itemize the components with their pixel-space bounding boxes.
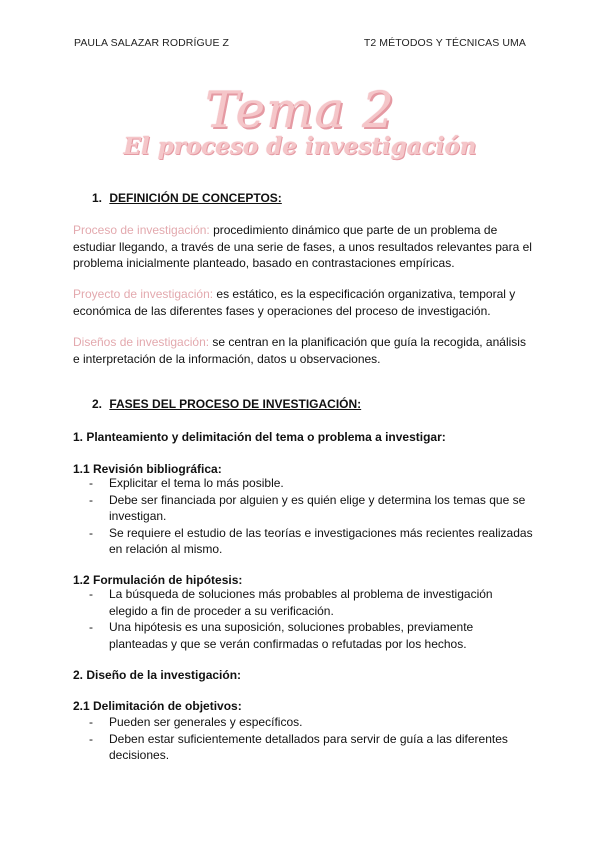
subheading-phase-1: 1. Planteamiento y delimitación del tema o problema a investigar:	[73, 430, 446, 444]
list-item-text: Deben estar suficientemente detallados para servir de guía a las diferentes decisiones.	[109, 731, 508, 762]
section-2-title: FASES DEL PROCESO DE INVESTIGACIÓN:	[109, 397, 362, 411]
definition-paragraph	[73, 334, 533, 367]
bullet-list-1-2	[73, 586, 533, 652]
list-item	[73, 586, 533, 619]
definition-term: Proyecto de investigación:	[73, 287, 214, 301]
list-item	[73, 525, 533, 558]
bullet-dash: -	[89, 620, 93, 634]
definition-paragraph	[73, 286, 533, 319]
list-item-text: La búsqueda de soluciones más probables al problema de investigación elegido a fin de proceder a su verificación.	[109, 587, 493, 618]
bullet-dash: -	[89, 476, 93, 490]
bullet-dash: -	[89, 492, 93, 507]
definition-paragraph	[73, 222, 533, 272]
list-item-text: Debe ser financiada por alguien y es quién elige y determina los temas que se investigan.	[109, 492, 526, 523]
definition-text: es estático, es la especificación organizativa, temporal y económica de las diferentes fases y operaciones del proceso de investigación.	[73, 287, 516, 318]
list-item-text: Pueden ser generales y específicos.	[109, 715, 303, 729]
list-item	[73, 475, 533, 492]
subheading-1-2: 1.2 Formulación de hipótesis:	[73, 573, 243, 587]
section-1-title: DEFINICIÓN DE CONCEPTOS:	[109, 191, 282, 205]
bullet-dash: -	[89, 715, 93, 729]
list-item	[73, 731, 533, 764]
section-2-number: 2.	[92, 397, 103, 411]
list-item-text: Se requiere el estudio de las teorías e investigaciones más recientes realizadas en relación al mismo.	[109, 525, 533, 556]
list-item-text: Una hipótesis es una suposición, soluciones probables, previamente planteadas y que se verán confirmadas o refutadas por los hechos.	[109, 620, 474, 651]
definition-term: Proceso de investigación:	[73, 223, 210, 237]
bullet-list-2-1	[73, 714, 533, 764]
subheading-1-1: 1.1 Revisión bibliográfica:	[73, 462, 222, 476]
subheading-phase-2: 2. Diseño de la investigación:	[73, 668, 242, 682]
section-2-heading	[92, 397, 361, 411]
bullet-list-1-1	[73, 475, 533, 558]
list-item	[73, 619, 533, 652]
bullet-dash: -	[89, 731, 93, 746]
section-1-heading	[92, 191, 282, 205]
definition-term: Diseños de investigación:	[73, 335, 210, 349]
list-item	[73, 714, 533, 731]
definition-text: procedimiento dinámico que parte de un problema de estudiar llegando, a través de una serie de fases, a unos resultados relevantes para el problema inicialmente planteado, basado en contrastaciones empíricas.	[73, 223, 532, 270]
definition-text: se centran en la planificación que guía la recogida, análisis e interpretación de la información, datos u observaciones.	[73, 335, 526, 366]
bullet-dash: -	[89, 587, 93, 601]
section-1-number: 1.	[92, 191, 103, 205]
page-title: Tema 2	[205, 81, 395, 139]
bullet-dash: -	[89, 525, 93, 540]
list-item-text: Explicitar el tema lo más posible.	[109, 476, 284, 490]
header-course: T2 MÉTODOS Y TÉCNICAS UMA	[363, 37, 526, 49]
page-subtitle: El proceso de investigación	[123, 133, 477, 160]
subheading-2-1: 2.1 Delimitación de objetivos:	[73, 699, 242, 713]
list-item	[73, 492, 533, 525]
header-author: PAULA SALAZAR RODRÍGUE Z	[74, 37, 230, 49]
